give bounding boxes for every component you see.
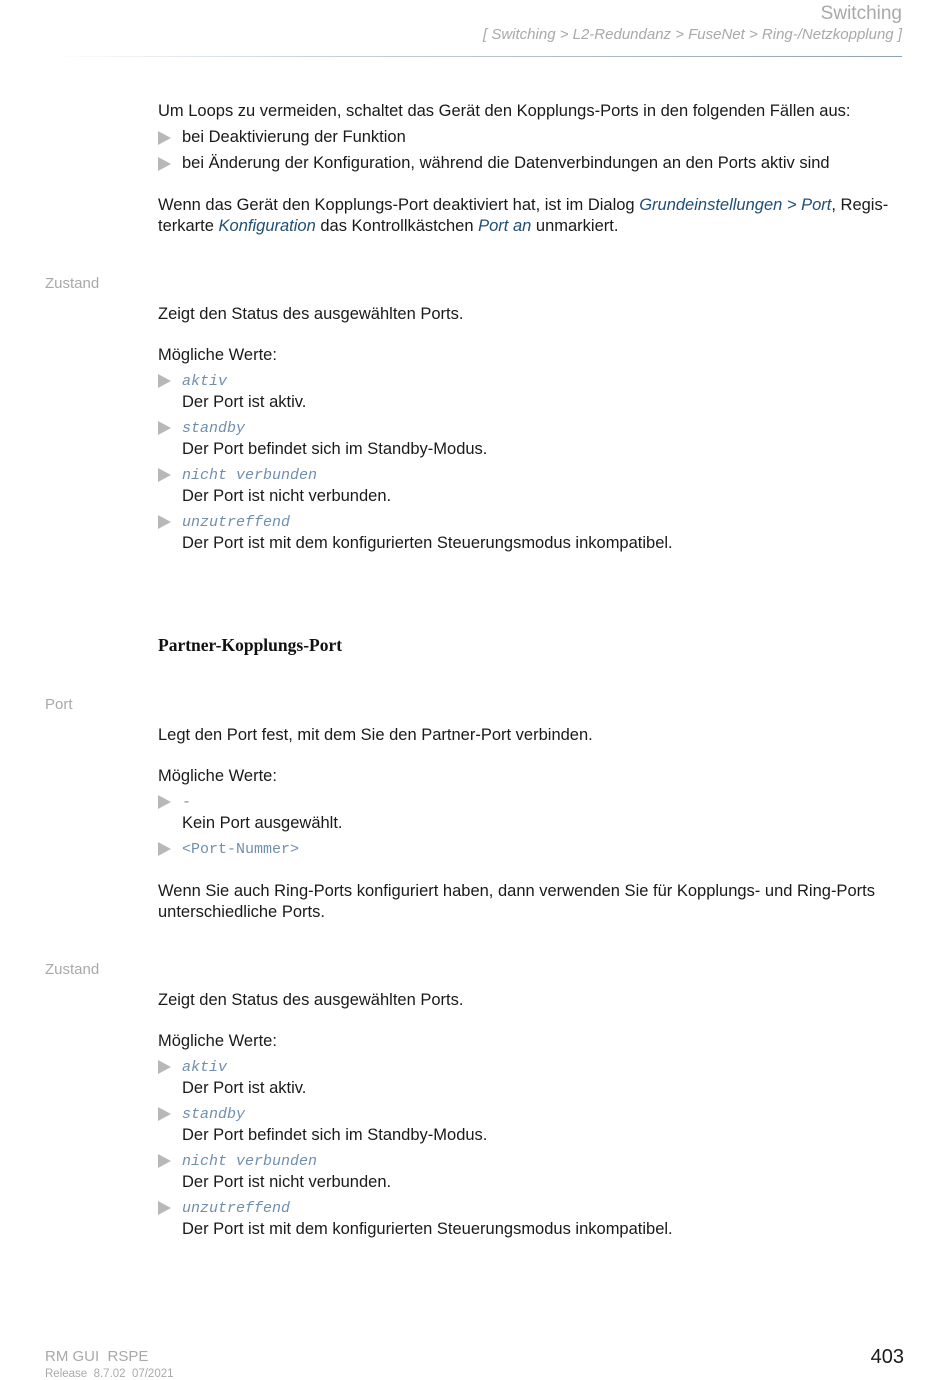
value-description: Der Port ist nicht verbunden.	[182, 1173, 392, 1191]
possible-values-label: Mögliche Werte:	[158, 767, 277, 785]
value-description: Der Port befindet sich im Standby-Modus.	[182, 1126, 488, 1144]
value-name: standby	[182, 1106, 246, 1123]
bullet-triangle-icon	[158, 468, 171, 482]
parameter-description: Legt den Port fest, mit dem Sie den Partner-Port verbinden.	[158, 726, 593, 744]
intro-paragraph-line-1	[158, 195, 910, 216]
note-line-2: unterschiedliche Ports.	[158, 903, 325, 921]
bullet-triangle-icon	[158, 1201, 171, 1215]
header-divider	[50, 56, 902, 57]
section-heading: Partner-Kopplungs-Port	[158, 635, 343, 655]
bullet-triangle-icon	[158, 157, 171, 171]
parameter-label-zustand: Zustand	[45, 275, 100, 292]
value-name: nicht verbunden	[182, 1153, 318, 1170]
page-number: 403	[870, 1346, 904, 1368]
note-line-1: Wenn Sie auch Ring-Ports konfiguriert haben, dann verwenden Sie für Kopplungs- und Ring-Ports	[158, 882, 875, 900]
value-name: unzutreffend	[182, 514, 291, 531]
text: Wenn das Gerät den Kopplungs-Port deaktiviert hat, ist im Dialog	[158, 196, 640, 214]
value-description: Der Port befindet sich im Standby-Modus.	[182, 440, 488, 458]
tab-link-konfiguration[interactable]: Konfiguration	[218, 217, 316, 235]
bullet-triangle-icon	[158, 1154, 171, 1168]
footer-document-title: RM GUI RSPE	[45, 1348, 149, 1365]
bullet-triangle-icon	[158, 131, 171, 145]
value-description: Der Port ist mit dem konfigurierten Steuerungsmodus inkompatibel.	[182, 534, 673, 552]
value-description: Der Port ist aktiv.	[182, 1079, 307, 1097]
intro-text: Um Loops zu vermeiden, schaltet das Gerät den Kopplungs-Ports in den folgenden Fällen aus:	[158, 102, 851, 120]
bullet-triangle-icon	[158, 421, 171, 435]
bullet-triangle-icon	[158, 842, 171, 856]
parameter-description: Zeigt den Status des ausgewählten Ports.	[158, 991, 464, 1009]
text: unmarkiert.	[531, 217, 619, 235]
bullet-triangle-icon	[158, 1107, 171, 1121]
parameter-description: Zeigt den Status des ausgewählten Ports.	[158, 305, 464, 323]
value-description: Der Port ist aktiv.	[182, 393, 307, 411]
value-name: aktiv	[182, 373, 228, 390]
breadcrumb: [ Switching > L2-Redundanz > FuseNet > Ring-/Netzkopplung ]	[483, 26, 902, 43]
header-title: Switching	[820, 3, 902, 24]
bullet-text: bei Änderung der Konfiguration, während die Datenverbindungen an den Ports aktiv sind	[182, 154, 830, 172]
intro-paragraph-line-2	[158, 216, 910, 237]
footer-release: Release 8.7.02 07/2021	[45, 1368, 174, 1380]
text: das Kontrollkästchen	[315, 217, 479, 235]
value-name: unzutreffend	[182, 1200, 291, 1217]
value-name: aktiv	[182, 1059, 228, 1076]
bullet-triangle-icon	[158, 1060, 171, 1074]
text: terkarte	[158, 217, 219, 235]
value-name: nicht verbunden	[182, 467, 318, 484]
value-name: <Port-Nummer>	[182, 841, 300, 858]
parameter-label-zustand: Zustand	[45, 961, 100, 978]
bullet-triangle-icon	[158, 374, 171, 388]
value-description: Kein Port ausgewählt.	[182, 814, 343, 832]
parameter-label-port: Port	[45, 696, 73, 713]
bullet-triangle-icon	[158, 795, 171, 809]
possible-values-label: Mögliche Werte:	[158, 346, 277, 364]
text: , Regis-	[831, 196, 889, 214]
value-name: -	[182, 794, 192, 811]
dialog-link-grundeinstellungen-port[interactable]: Grundeinstellungen > Port	[639, 196, 832, 214]
value-description: Der Port ist mit dem konfigurierten Steuerungsmodus inkompatibel.	[182, 1220, 673, 1238]
bullet-triangle-icon	[158, 515, 171, 529]
bullet-text: bei Deaktivierung der Funktion	[182, 128, 406, 146]
value-description: Der Port ist nicht verbunden.	[182, 487, 392, 505]
checkbox-link-port-an[interactable]: Port an	[478, 217, 532, 235]
value-name: standby	[182, 420, 246, 437]
possible-values-label: Mögliche Werte:	[158, 1032, 277, 1050]
